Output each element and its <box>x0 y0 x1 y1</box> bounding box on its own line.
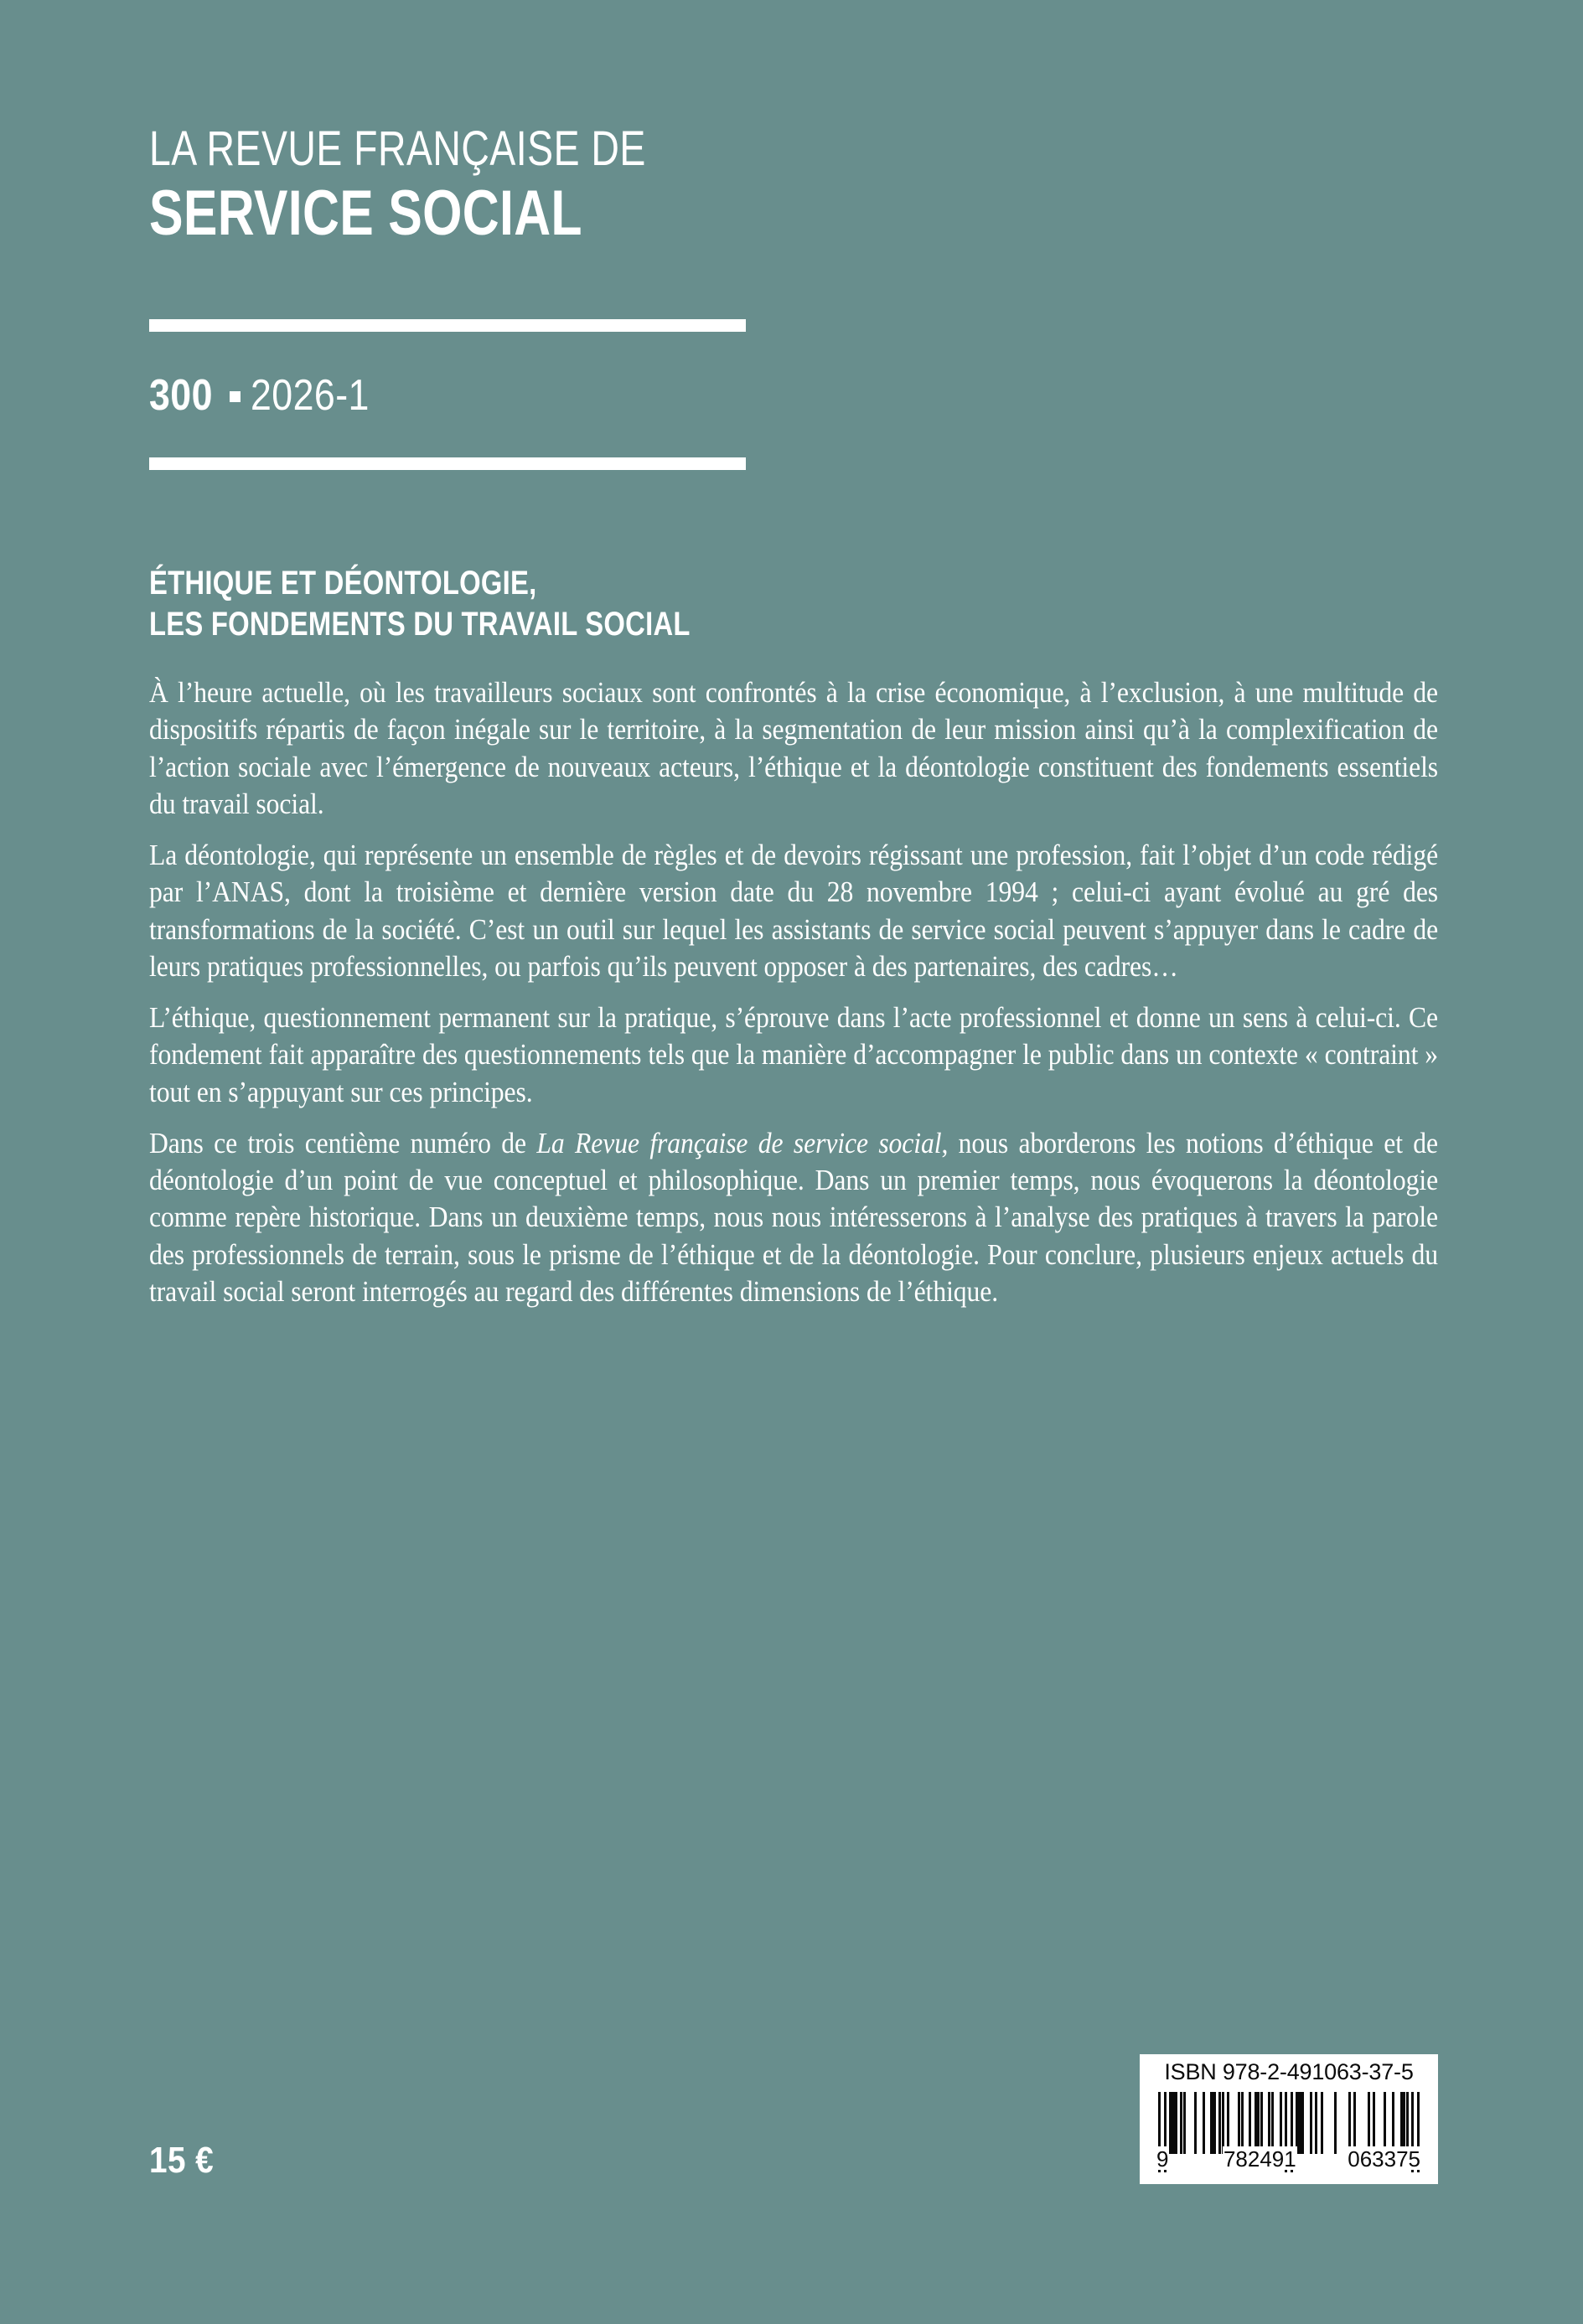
abstract-paragraph-4-tail: , nous aborderons les notions d’éthique et de déontologie d’un point de vue conceptuel et philosophique. Dans un premier temps, nous évoquerons la déontologie comme repère historique. Dans un deuxième temps, nous nous intéresserons à l’analyse des pratiques à travers la parole des professionnels de terrain, sous le prisme de l’éthique et de la déontologie. Pour conclure, plusieurs enjeux actuels du travail social seront interrogés au regard des différentes dimensions de l’éthique. <box>149 1126 1439 1308</box>
divider-rule-bottom <box>149 457 746 470</box>
journal-title-line-2: SERVICE SOCIAL <box>149 178 582 250</box>
journal-name-italic: La Revue française de service social <box>536 1126 942 1159</box>
abstract-paragraph-3: L’éthique, questionnement permanent sur la pratique, s’éprouve dans l’acte professionnel et donne un sens à celui-ci. Ce fondement fait apparaître des questionnements tels que la manière d’accompagner le public dans un contexte « contraint » tout en s’appuyant sur ces principes. <box>149 1001 1439 1108</box>
barcode-block <box>1140 2054 1438 2184</box>
ean13-barcode-icon <box>1158 2092 1420 2172</box>
abstract-paragraph-4-lead: Dans ce trois centième numéro de <box>149 1126 537 1159</box>
dossier-title-line-2: LES FONDEMENTS DU TRAVAIL SOCIAL <box>149 605 691 643</box>
issue-line <box>149 365 389 426</box>
abstract-paragraph-2: La déontologie, qui représente un ensemble de règles et de devoirs régissant une profession, fait l’objet d’un code rédigé par l’ANAS, dont la troisième et dernière version date du 28 novembre 1994 ; celui-ci ayant évolué au gré des transformations de la société. C’est un outil sur lequel les assistants de service social peuvent s’appuyer dans le cadre de leurs pratiques professionnelles, ou parfois qu’ils peuvent opposer à des partenaires, des cadres… <box>149 839 1439 983</box>
abstract-paragraph-1: À l’heure actuelle, où les travailleurs sociaux sont confrontés à la crise économique, à l’exclusion, à une multitude de dispositifs répartis de façon inégale sur le territoire, à la segmentation de leur mission ainsi qu’à la complexification de l’action sociale avec l’émergence de nouveaux acteurs, l’éthique et la déontologie constituent des fondements essentiels du travail social. <box>149 676 1439 820</box>
square-bullet-icon <box>230 391 241 402</box>
abstract-text <box>149 674 1438 1310</box>
ean13-digits <box>1158 2146 1420 2170</box>
dossier-title-line-1: ÉTHIQUE ET DÉONTOLOGIE, <box>149 565 537 602</box>
dossier-title <box>149 563 1440 645</box>
isbn-label: ISBN 978-2-491063-37-5 <box>1164 2059 1414 2084</box>
divider-rule-top <box>149 319 746 332</box>
price-label: 15 € <box>149 2140 215 2181</box>
issue-number: 300 <box>149 371 213 420</box>
journal-title-line-1: LA REVUE FRANÇAISE DE <box>149 121 646 176</box>
ean-group-1: 9 <box>1156 2146 1169 2172</box>
issue-year: 2026-1 <box>251 371 370 420</box>
masthead <box>149 121 1440 250</box>
ean-group-2: 782491 <box>1223 2146 1296 2172</box>
abstract-paragraph-4 <box>149 1125 1438 1310</box>
ean-group-3: 063375 <box>1348 2146 1420 2172</box>
